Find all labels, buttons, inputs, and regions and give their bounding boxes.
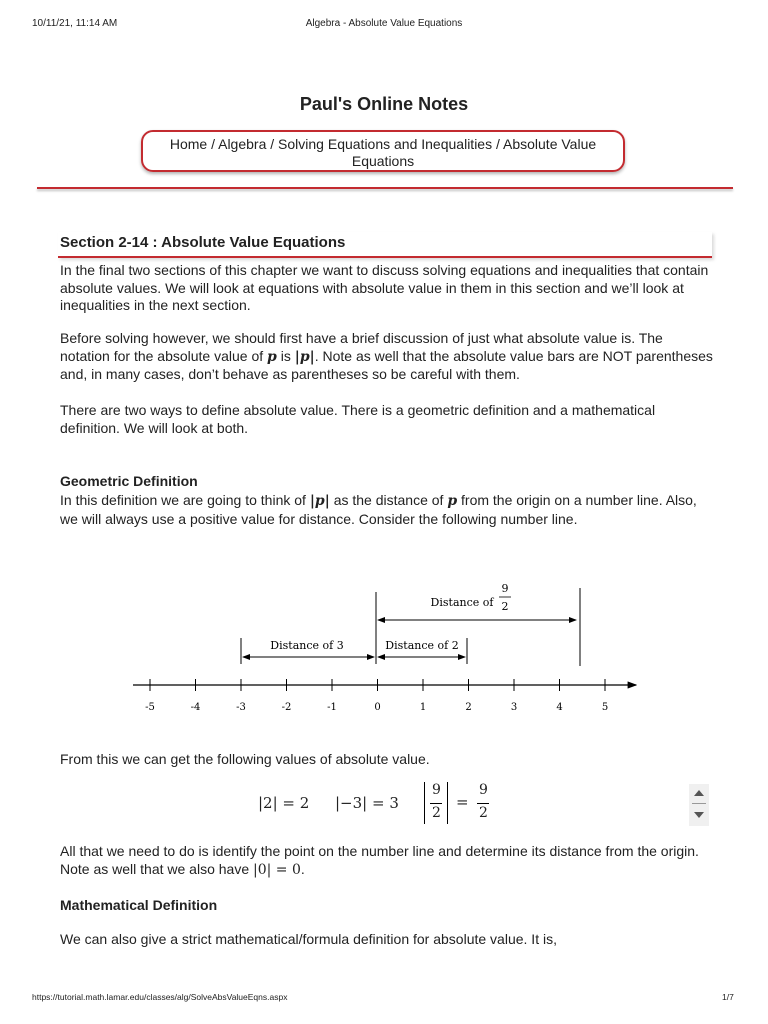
number-line-tick-label: -1 — [327, 702, 337, 713]
example-abs-neg3: |−3| = 3 — [335, 794, 399, 812]
footer-url[interactable]: https://tutorial.math.lamar.edu/classes/alg/SolveAbsValueEqns.aspx — [32, 992, 288, 1002]
abs-bar-left — [424, 782, 425, 824]
number-line-tick-label: -2 — [281, 702, 292, 713]
identify-text-b: . — [300, 860, 305, 877]
geometric-text-b: as the distance of — [329, 492, 448, 508]
scroll-divider — [692, 803, 706, 804]
print-page-title: Algebra - Absolute Value Equations — [305, 18, 463, 29]
identify-text-a: All that we need to do is identify the point on the number line and determine its distance from the origin. Note as well that we also have — [60, 843, 699, 877]
rhs-den: 2 — [479, 805, 488, 821]
identify-paragraph — [60, 843, 715, 879]
absolute-value-examples — [0, 780, 768, 830]
abs-bar-right — [447, 782, 448, 824]
math-abs-zero: |0| = 0 — [253, 861, 301, 878]
scroll-up-icon[interactable] — [694, 790, 704, 796]
print-datetime: 10/11/21, 11:14 AM — [32, 18, 118, 29]
breadcrumb-separator: / — [207, 136, 219, 152]
definitions-paragraph: There are two ways to define absolute value. There is a geometric definition and a mathematical definition. We will look at both. — [60, 402, 656, 436]
number-line-tick-label: 1 — [419, 702, 427, 713]
number-line-tick-label: -3 — [236, 702, 246, 713]
frac-bar — [430, 803, 442, 804]
number-line-tick-label: -5 — [145, 702, 155, 713]
label-distance-9-2: Distance of — [430, 596, 494, 609]
math-abs-p: |p| — [309, 493, 330, 509]
rhs-num: 9 — [479, 782, 488, 798]
site-title[interactable]: Paul's Online Notes — [299, 94, 469, 114]
math-var-p: p — [447, 493, 458, 509]
number-line-tick-label: 0 — [374, 702, 381, 713]
breadcrumb-separator: / — [266, 136, 279, 152]
equals-sign: = — [456, 793, 469, 811]
number-line-tick-label: 3 — [510, 702, 518, 713]
notation-text-c: . Note as well that the absolute value bars are NOT parentheses and, in many cases, don’t behave as parentheses so be careful with them. — [60, 347, 713, 382]
geometric-paragraph — [60, 492, 715, 528]
number-line-tick-label: 2 — [465, 702, 472, 713]
breadcrumb-algebra[interactable]: Algebra — [218, 136, 267, 152]
number-line-ticks — [145, 679, 608, 713]
notation-text-b: is — [276, 347, 295, 364]
breadcrumb — [141, 130, 625, 172]
notation-text-a: Before solving however, we should first have a brief discussion of just what absolute value is. The notation for the absolute value of — [60, 330, 663, 364]
breadcrumb-home[interactable]: Home — [169, 136, 208, 152]
intro-paragraph: In the final two sections of this chapter we want to discuss solving equations and inequalities that contain absolute values. We will look at equations with absolute value in them in this section and we’ll look at inequalities in the next section. — [60, 262, 709, 313]
fraction-numerator: 9 — [501, 582, 509, 595]
footer-page-number: 1/7 — [722, 992, 734, 1002]
frac-num: 9 — [432, 782, 441, 798]
breadcrumb-separator: / — [492, 136, 503, 152]
frac-den: 2 — [432, 805, 441, 821]
notation-paragraph — [60, 330, 715, 384]
number-line-figure — [0, 580, 768, 720]
label-distance-2: Distance of 2 — [385, 639, 459, 652]
number-line-tick-label: 4 — [556, 702, 563, 713]
mathematical-heading: Mathematical Definition — [60, 897, 218, 913]
scroll-control[interactable] — [689, 784, 709, 826]
geometric-text-c: from the origin on a number line. Also, we will always use a positive value for distance. Consider the following number line. — [60, 492, 697, 527]
math-abs-p: |p| — [294, 348, 315, 365]
number-line-tick-label: -4 — [190, 702, 201, 713]
geometric-text-a: In this definition we are going to think of — [60, 492, 310, 508]
breadcrumb-current[interactable]: Absolute Value Equations — [351, 136, 597, 169]
scroll-down-icon[interactable] — [694, 812, 704, 818]
examples-intro: From this we can get the following values of absolute value. — [60, 751, 430, 767]
label-distance-3: Distance of 3 — [270, 639, 344, 652]
fraction-denominator: 2 — [501, 600, 509, 613]
header-divider — [37, 187, 733, 189]
breadcrumb-chapter[interactable]: Solving Equations and Inequalities — [278, 136, 493, 152]
example-abs-2: |2| = 2 — [258, 794, 310, 812]
number-line-tick-label: 5 — [601, 702, 609, 713]
geometric-heading: Geometric Definition — [60, 473, 198, 489]
rhs-bar — [477, 803, 489, 804]
strict-definition-paragraph: We can also give a strict mathematical/formula definition for absolute value. It is, — [60, 931, 557, 947]
math-var-p: p — [267, 348, 277, 365]
section-title: Section 2-14 : Absolute Value Equations — [58, 232, 712, 258]
